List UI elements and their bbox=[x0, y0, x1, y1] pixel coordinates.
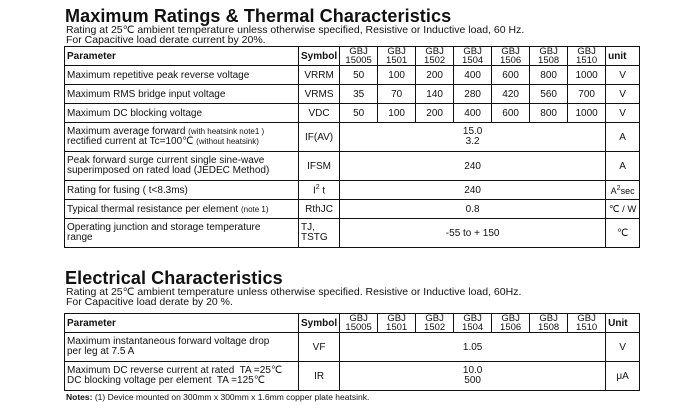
vf-parameter bbox=[65, 333, 299, 362]
header-model: GBJ 1501 bbox=[378, 47, 416, 66]
header-model: GBJ 1502 bbox=[416, 314, 454, 333]
header-model: GBJ 1504 bbox=[454, 314, 492, 333]
header-model: GBJ 1501 bbox=[378, 314, 416, 333]
vf-symbol: VF bbox=[299, 333, 340, 362]
surge-line1: Peak forward surge current single sine-wave bbox=[67, 155, 265, 166]
row-value: 700 bbox=[568, 85, 606, 104]
row-parameter: Maximum RMS bridge input voltage bbox=[65, 85, 299, 104]
vf-line2: per leg at 7.5 A bbox=[67, 346, 135, 357]
row-value: 800 bbox=[530, 104, 568, 123]
vf-value: 1.05 bbox=[340, 333, 606, 362]
table-row bbox=[65, 66, 640, 85]
row-value: 1000 bbox=[568, 66, 606, 85]
ir-line1-ta: TA =25℃ bbox=[239, 365, 283, 376]
vf-unit: V bbox=[606, 333, 640, 362]
temperature-parameter bbox=[65, 219, 299, 248]
header-model: GBJ 1508 bbox=[530, 314, 568, 333]
electrical-table bbox=[64, 313, 640, 391]
temperature-line2: range bbox=[67, 232, 93, 243]
header-symbol: Symbol bbox=[299, 47, 340, 66]
thermal-value: 0.8 bbox=[340, 200, 606, 219]
row-value: 100 bbox=[378, 104, 416, 123]
fusing-symbol bbox=[299, 181, 340, 200]
footer-note bbox=[66, 392, 369, 402]
row-symbol: VDC bbox=[299, 104, 340, 123]
surge-symbol: IFSM bbox=[299, 152, 340, 181]
row-value: 200 bbox=[416, 66, 454, 85]
table-row bbox=[65, 85, 640, 104]
row-symbol: VRRM bbox=[299, 66, 340, 85]
thermal-symbol: RthJC bbox=[299, 200, 340, 219]
header-model: GBJ 1506 bbox=[492, 314, 530, 333]
electrical-note-2: For Capacitive load derate by 20 %. bbox=[66, 296, 233, 308]
max-ratings-title: Maximum Ratings & Thermal Characteristics bbox=[65, 6, 452, 26]
row-value: 600 bbox=[492, 66, 530, 85]
row-value: 100 bbox=[378, 66, 416, 85]
table-row-thermal bbox=[65, 200, 640, 219]
avg-forward-symbol: IF(AV) bbox=[299, 123, 340, 152]
ir-unit: μA bbox=[606, 362, 640, 391]
ir-symbol: IR bbox=[299, 362, 340, 391]
header-model: GBJ 1510 bbox=[568, 47, 606, 66]
surge-value: 240 bbox=[340, 152, 606, 181]
table-header-row bbox=[65, 314, 640, 333]
surge-parameter bbox=[65, 152, 299, 181]
fusing-symbol-sup: 2 bbox=[315, 183, 320, 191]
temperature-symbol bbox=[299, 219, 340, 248]
avg-forward-note-2: (without heatsink) bbox=[196, 137, 259, 146]
fusing-unit-base: A bbox=[610, 185, 617, 196]
avg-forward-unit: A bbox=[606, 123, 640, 152]
table-header-row bbox=[65, 47, 640, 66]
table-row-avg-forward bbox=[65, 123, 640, 152]
header-model: GBJ 15005 bbox=[340, 314, 378, 333]
table-row-vf bbox=[65, 333, 640, 362]
row-value: 560 bbox=[530, 85, 568, 104]
electrical-title: Electrical Characteristics bbox=[65, 268, 283, 288]
surge-unit: A bbox=[606, 152, 640, 181]
ir-value-1: 10.0 bbox=[462, 365, 483, 376]
max-ratings-note-1: Rating at 25℃ ambient temperature unless otherwise specified, Resistive or Inductive load, 60 Hz. bbox=[66, 24, 525, 36]
row-parameter: Maximum DC blocking voltage bbox=[65, 104, 299, 123]
avg-forward-value-1: 15.0 bbox=[462, 126, 483, 137]
table-row-ir bbox=[65, 362, 640, 391]
max-ratings-note-2: For Capacitive load derate current by 20%. bbox=[66, 34, 266, 46]
row-value: 1000 bbox=[568, 104, 606, 123]
fusing-unit-sup: 2 bbox=[616, 184, 621, 192]
table-row-surge bbox=[65, 152, 640, 181]
avg-forward-line1: Maximum average forward bbox=[67, 126, 186, 137]
table-row-fusing bbox=[65, 181, 640, 200]
temperature-line1: Operating junction and storage temperature bbox=[67, 222, 261, 233]
max-ratings-table bbox=[64, 46, 640, 248]
fusing-symbol-base: I bbox=[312, 185, 316, 197]
row-value: 50 bbox=[340, 66, 378, 85]
ir-line2-ta: TA =125℃ bbox=[216, 375, 265, 386]
temperature-symbol-1: TJ, bbox=[301, 222, 315, 233]
row-value: 400 bbox=[454, 66, 492, 85]
ir-line1: Maximum DC reverse current at rated bbox=[67, 365, 235, 376]
header-parameter: Parameter bbox=[65, 314, 299, 333]
thermal-param-text: Typical thermal resistance per element bbox=[67, 203, 239, 215]
header-model: GBJ 1506 bbox=[492, 47, 530, 66]
fusing-value: 240 bbox=[340, 181, 606, 200]
row-unit: V bbox=[606, 66, 640, 85]
header-model: GBJ 1510 bbox=[568, 314, 606, 333]
temperature-symbol-2: TSTG bbox=[301, 232, 328, 243]
fusing-symbol-tail: t bbox=[319, 185, 326, 197]
fusing-parameter: Rating for fusing ( t<8.3ms) bbox=[65, 181, 299, 200]
header-model: GBJ 1502 bbox=[416, 47, 454, 66]
vf-line1: Maximum instantaneous forward voltage drop bbox=[67, 336, 270, 347]
row-value: 200 bbox=[416, 104, 454, 123]
row-unit: V bbox=[606, 85, 640, 104]
ir-value bbox=[340, 362, 606, 391]
footer-label: Notes: bbox=[66, 392, 93, 402]
temperature-unit: ℃ bbox=[606, 219, 640, 248]
row-value: 70 bbox=[378, 85, 416, 104]
row-symbol: VRMS bbox=[299, 85, 340, 104]
ir-line2: DC blocking voltage per element bbox=[67, 375, 212, 386]
ir-value-2: 500 bbox=[464, 375, 481, 386]
header-model: GBJ 15005 bbox=[340, 47, 378, 66]
row-value: 35 bbox=[340, 85, 378, 104]
row-parameter: Maximum repetitive peak reverse voltage bbox=[65, 66, 299, 85]
avg-forward-value-2: 3.2 bbox=[465, 136, 480, 147]
footer-text: (1) Device mounted on 300mm x 300mm x 1.6mm copper plate heatsink. bbox=[92, 392, 370, 402]
row-value: 400 bbox=[454, 104, 492, 123]
avg-forward-parameter bbox=[65, 123, 299, 152]
fusing-unit bbox=[606, 181, 640, 200]
row-value: 50 bbox=[340, 104, 378, 123]
row-value: 140 bbox=[416, 85, 454, 104]
header-unit: Unit bbox=[606, 314, 640, 333]
avg-forward-note: (with heatsink note1 ) bbox=[188, 127, 265, 136]
row-value: 600 bbox=[492, 104, 530, 123]
thermal-parameter bbox=[65, 200, 299, 219]
header-symbol: Symbol bbox=[299, 314, 340, 333]
temperature-value: -55 to + 150 bbox=[340, 219, 606, 248]
electrical-note-1: Rating at 25℃ ambient temperature unless otherwise specified. Resistive or Inductive load, 60Hz. bbox=[66, 286, 522, 298]
fusing-unit-tail: sec bbox=[620, 185, 635, 196]
header-model: GBJ 1504 bbox=[454, 47, 492, 66]
table-row bbox=[65, 104, 640, 123]
header-parameter: Parameter bbox=[65, 47, 299, 66]
avg-forward-line2: rectified current at Tc=100℃ bbox=[67, 136, 194, 147]
thermal-note: (note 1) bbox=[240, 204, 269, 214]
ir-parameter bbox=[65, 362, 299, 391]
thermal-unit: ℃ / W bbox=[606, 200, 640, 219]
row-value: 280 bbox=[454, 85, 492, 104]
row-unit: V bbox=[606, 104, 640, 123]
header-model: GBJ 1508 bbox=[530, 47, 568, 66]
header-unit: unit bbox=[606, 47, 640, 66]
surge-line2: superimposed on rated load (JEDEC Method) bbox=[67, 165, 270, 176]
avg-forward-value bbox=[340, 123, 606, 152]
row-value: 800 bbox=[530, 66, 568, 85]
table-row-temperature bbox=[65, 219, 640, 248]
row-value: 420 bbox=[492, 85, 530, 104]
